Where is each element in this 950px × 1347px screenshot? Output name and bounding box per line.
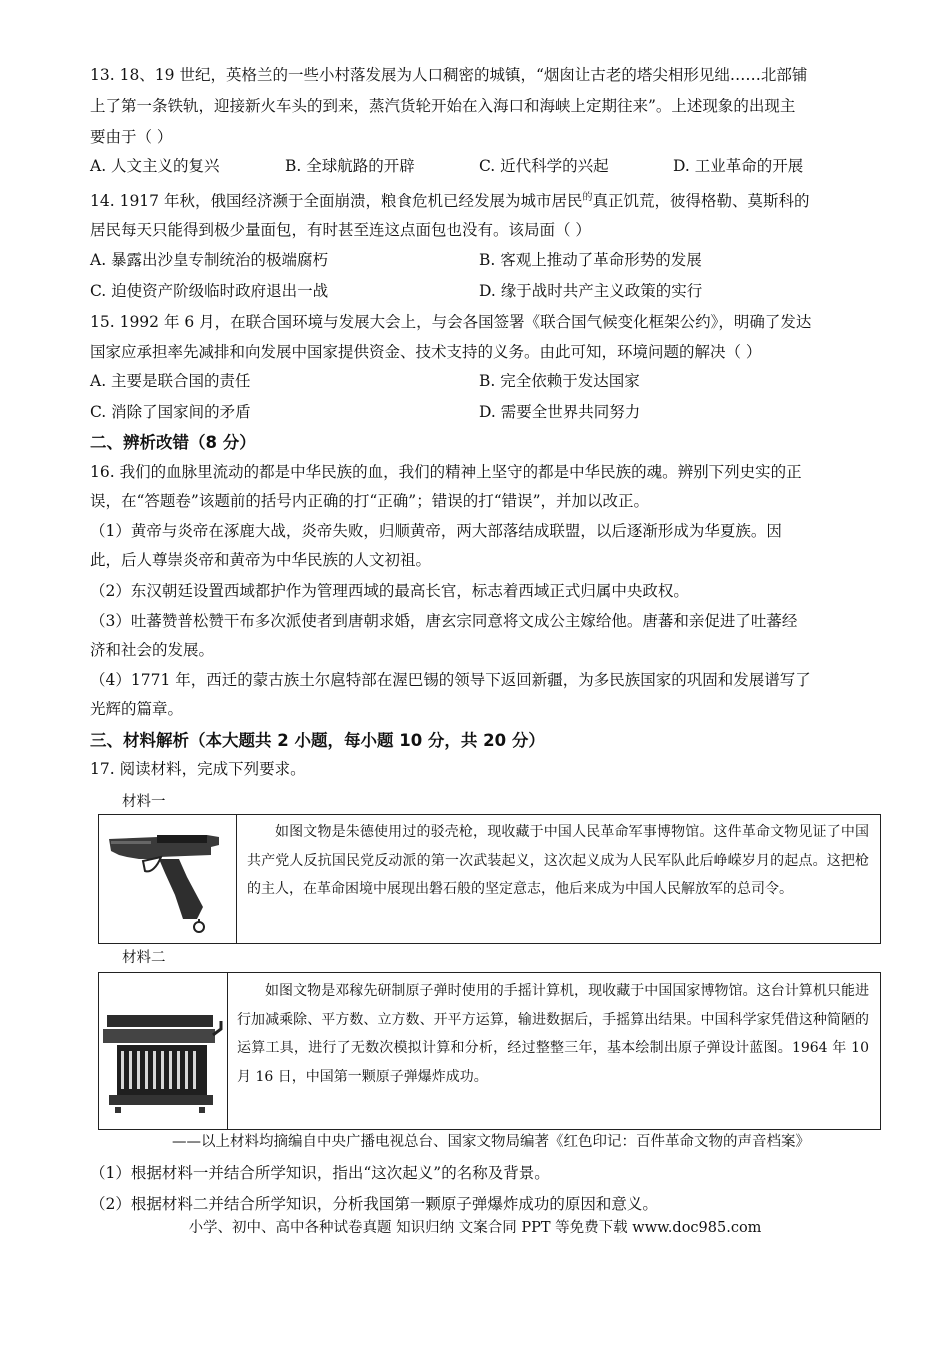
q15-option-a: A. 主要是联合国的责任 bbox=[90, 372, 251, 390]
hand-cranked-calculator-icon bbox=[99, 973, 225, 1127]
section-3-heading: 三、材料解析（本大题共 2 小题，每小题 10 分，共 20 分） bbox=[90, 731, 545, 750]
q14-line1-part1: 14. 1917 年秋，俄国经济濒于全面崩溃，粮食危机已经发展为城市居民 bbox=[90, 192, 583, 210]
q16-item3-line1: （3）吐蕃赞普松赞干布多次派使者到唐朝求婚，唐玄宗同意将文成公主嫁给他。唐蕃和亲促进了吐蕃经 bbox=[90, 612, 798, 630]
q14-option-c: C. 迫使资产阶级临时政府退出一战 bbox=[90, 282, 329, 300]
q13-option-b: B. 全球航路的开辟 bbox=[285, 157, 415, 175]
material-2-box bbox=[98, 972, 881, 1130]
q15-option-b: B. 完全依赖于发达国家 bbox=[479, 372, 640, 390]
q13-line1: 13. 18、19 世纪，英格兰的一些小村落发展为人口稠密的城镇，“烟囱让古老的塔尖相形见绌……北部铺 bbox=[90, 66, 808, 84]
section-2-heading: 二、辨析改错（8 分） bbox=[90, 433, 256, 452]
q15-option-c: C. 消除了国家间的矛盾 bbox=[90, 403, 251, 421]
material-source: ——以上材料均摘编自中央广播电视总台、国家文物局编著《红色印记：百件革命文物的声音档案》 bbox=[172, 1134, 810, 1150]
q16-item3-line2: 济和社会的发展。 bbox=[90, 641, 215, 659]
q17-intro: 17. 阅读材料，完成下列要求。 bbox=[90, 760, 306, 778]
q17-requirement-1: （1）根据材料一并结合所学知识，指出“这次起义”的名称及背景。 bbox=[90, 1164, 550, 1182]
q14-line2: 居民每天只能得到极少量面包，有时甚至连这点面包也没有。该局面（ ） bbox=[90, 221, 591, 239]
material-2-text: 如图文物是邓稼先研制原子弹时使用的手摇计算机，现收藏于中国国家博物馆。这台计算机只能进行加减乘除、平方数、立方数、开平方运算，输进数据后，手摇算出结果。中国科学家凭借这种简陋的运算工具，进行了无数次模拟计算和分析，经过整整三年，基本绘制出原子弹设计蓝图。1964 年 10 月 16 日，中国第一颗原子弹爆炸成功。 bbox=[237, 983, 869, 1085]
q13-line2: 上了第一条铁轨，迎接新火车头的到来，蒸汽货轮开始在入海口和海峡上定期往来”。上述现象的出现主 bbox=[90, 97, 796, 115]
q14-line1 bbox=[90, 190, 809, 215]
q14-option-a: A. 暴露出沙皇专制统治的极端腐朽 bbox=[90, 251, 329, 269]
q14-option-d: D. 缘于战时共产主义政策的实行 bbox=[479, 282, 703, 300]
q16-line2: 误，在“答题卷”该题前的括号内正确的打“正确”；错误的打“错误”，并加以改正。 bbox=[90, 492, 650, 510]
q14-line1-part2: 的 bbox=[582, 192, 593, 203]
material-2-text-cell bbox=[237, 977, 869, 1091]
q16-item4-line1: （4）1771 年，西迁的蒙古族土尔扈特部在渥巴锡的领导下返回新疆，为多民族国家的巩固和发展谱写了 bbox=[90, 671, 811, 689]
q15-line2: 国家应承担率先减排和向发展中国家提供资金、技术支持的义务。由此可知，环境问题的解决（ ） bbox=[90, 343, 762, 361]
material-1-box bbox=[98, 814, 881, 944]
q16-item1-line1: （1）黄帝与炎帝在涿鹿大战，炎帝失败，归顺黄帝，两大部落结成联盟，以后逐渐形成为华夏族。因 bbox=[90, 522, 782, 540]
q13-option-c: C. 近代科学的兴起 bbox=[479, 157, 609, 175]
material-1-text: 如图文物是朱德使用过的驳壳枪，现收藏于中国人民革命军事博物馆。这件革命文物见证了中国共产党人反抗国民党反动派的第一次武装起义，这次起义成为人民军队此后峥嵘岁月的起点。这把枪的主人，在革命困境中展现出磐石般的坚定意志，他后来成为中国人民解放军的总司令。 bbox=[247, 824, 869, 897]
pistol-icon bbox=[99, 815, 234, 941]
q16-line1: 16. 我们的血脉里流动的都是中华民族的血，我们的精神上坚守的都是中华民族的魂。辨别下列史实的正 bbox=[90, 463, 802, 481]
q14-option-b: B. 客观上推动了革命形势的发展 bbox=[479, 251, 702, 269]
q15-line1: 15. 1992 年 6 月，在联合国环境与发展大会上，与会各国签署《联合国气候变化框架公约》，明确了发达 bbox=[90, 313, 812, 331]
footer-note: 小学、初中、高中各种试卷真题 知识归纳 文案合同 PPT 等免费下载 www.doc985.com bbox=[188, 1220, 762, 1236]
material-2-label: 材料二 bbox=[122, 950, 166, 966]
q13-line3: 要由于（ ） bbox=[90, 128, 173, 146]
q16-item2: （2）东汉朝廷设置西域都护作为管理西域的最高长官，标志着西域正式归属中央政权。 bbox=[90, 582, 689, 600]
q13-option-a: A. 人文主义的复兴 bbox=[90, 157, 220, 175]
material-1-label: 材料一 bbox=[122, 794, 166, 810]
material-2-image-cell bbox=[99, 973, 228, 1129]
q16-item4-line2: 光辉的篇章。 bbox=[90, 700, 184, 718]
q16-item1-line2: 此，后人尊崇炎帝和黄帝为中华民族的人文初祖。 bbox=[90, 551, 432, 569]
material-1-text-cell bbox=[247, 818, 869, 904]
q13-option-d: D. 工业革命的开展 bbox=[673, 157, 804, 175]
q17-requirement-2: （2）根据材料二并结合所学知识，分析我国第一颗原子弹爆炸成功的原因和意义。 bbox=[90, 1195, 658, 1213]
q14-line1-part3: 真正饥荒，彼得格勒、莫斯科的 bbox=[592, 192, 810, 210]
material-1-image-cell bbox=[99, 815, 237, 943]
q15-option-d: D. 需要全世界共同努力 bbox=[479, 403, 641, 421]
